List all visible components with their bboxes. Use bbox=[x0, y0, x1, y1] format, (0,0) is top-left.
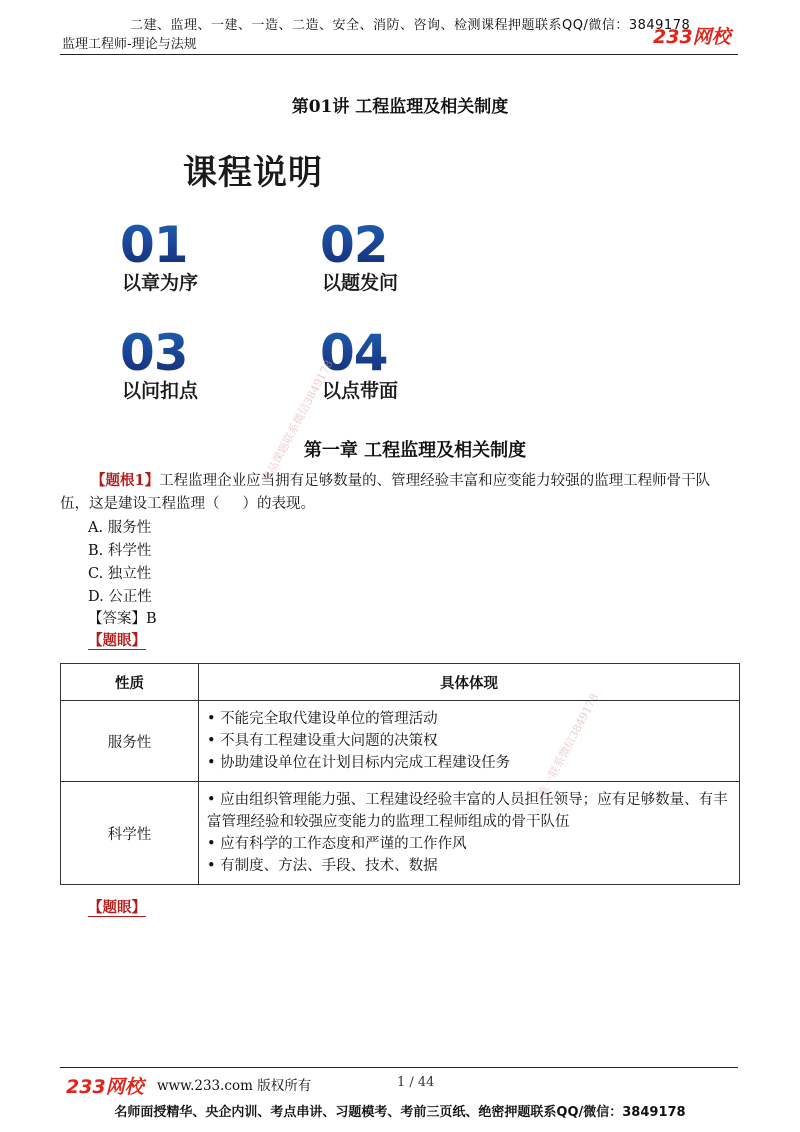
footer-site: www.233.com 版权所有 bbox=[157, 1078, 312, 1094]
question-line-2: 伍，这是建设工程监理（ ）的表现。 bbox=[60, 496, 316, 512]
footer-contact-line: 名师面授精华、央企内训、考点串讲、习题模考、考前三页纸、绝密押题联系QQ/微信：3849178 bbox=[114, 1105, 686, 1120]
table-value-cell bbox=[199, 782, 740, 885]
watermark-text: 精品课题联系微信3849178 bbox=[259, 357, 336, 486]
course-item-label: 以题发问 bbox=[322, 272, 399, 294]
properties-table bbox=[60, 663, 740, 885]
option-a: A. 服务性 bbox=[88, 520, 152, 536]
table-row bbox=[61, 701, 740, 782]
table-key-cell: 服务性 bbox=[61, 701, 199, 782]
table-key-cell: 科学性 bbox=[61, 782, 199, 885]
option-b: B. 科学性 bbox=[88, 543, 152, 559]
eye-tag: 【题眼】 bbox=[88, 899, 146, 916]
table-bullet: • 应有科学的工作态度和严谨的工作作风 bbox=[207, 836, 467, 852]
table-bullet: • 应由组织管理能力强、工程建设经验丰富的人员担任领导；应有足够数量、有丰富管理经验和较强应变能力的监理工程师组成的骨干队伍 bbox=[207, 792, 728, 830]
table-bullet: • 有制度、方法、手段、技术、数据 bbox=[207, 858, 438, 874]
course-item-number: 04 bbox=[320, 324, 388, 382]
table-header-row bbox=[61, 664, 740, 701]
option-d: D. 公正性 bbox=[88, 589, 152, 605]
course-title: 课程说明 bbox=[183, 153, 323, 193]
footer-divider bbox=[60, 1067, 738, 1068]
table-bullet: • 不具有工程建设重大问题的决策权 bbox=[207, 733, 438, 749]
footer-logo: 233网校 bbox=[66, 1076, 144, 1098]
chapter-title: 第一章 工程监理及相关制度 bbox=[303, 440, 527, 461]
course-item-number: 02 bbox=[320, 216, 388, 274]
question-text: 工程监理企业应当拥有足够数量的、管理经验丰富和应变能力较强的监理工程师骨干队 bbox=[159, 473, 711, 489]
header-divider bbox=[60, 54, 738, 55]
table-bullet: • 协助建设单位在计划目标内完成工程建设任务 bbox=[207, 755, 511, 771]
course-item-label: 以问扣点 bbox=[122, 380, 199, 402]
table-header-cell: 性质 bbox=[61, 664, 199, 701]
answer: 【答案】B bbox=[88, 611, 157, 627]
course-item-number: 03 bbox=[120, 324, 188, 382]
course-item-label: 以点带面 bbox=[322, 380, 399, 402]
header-logo: 233网校 bbox=[653, 26, 731, 48]
course-item-label: 以章为序 bbox=[122, 272, 199, 294]
lecture-title: 第01讲 工程监理及相关制度 bbox=[291, 97, 509, 117]
question-line-1 bbox=[91, 470, 710, 492]
header-contact-line: 二建、监理、一建、一造、二造、安全、消防、咨询、检测课程押题联系QQ/微信：3849178 bbox=[130, 18, 691, 33]
header-subject: 监理工程师-理论与法规 bbox=[62, 37, 197, 52]
eye-tag: 【题眼】 bbox=[88, 632, 146, 649]
course-item-number: 01 bbox=[120, 216, 188, 274]
question-tag: 【题根1】 bbox=[91, 472, 160, 489]
table-header-cell: 具体体现 bbox=[199, 664, 740, 701]
page-number: 1 / 44 bbox=[397, 1075, 435, 1090]
table-row bbox=[61, 782, 740, 885]
table-bullet: • 不能完全取代建设单位的管理活动 bbox=[207, 711, 438, 727]
table-value-cell bbox=[199, 701, 740, 782]
watermark-text: 唯一联系微信3849178 bbox=[535, 691, 602, 800]
option-c: C. 独立性 bbox=[88, 566, 152, 582]
